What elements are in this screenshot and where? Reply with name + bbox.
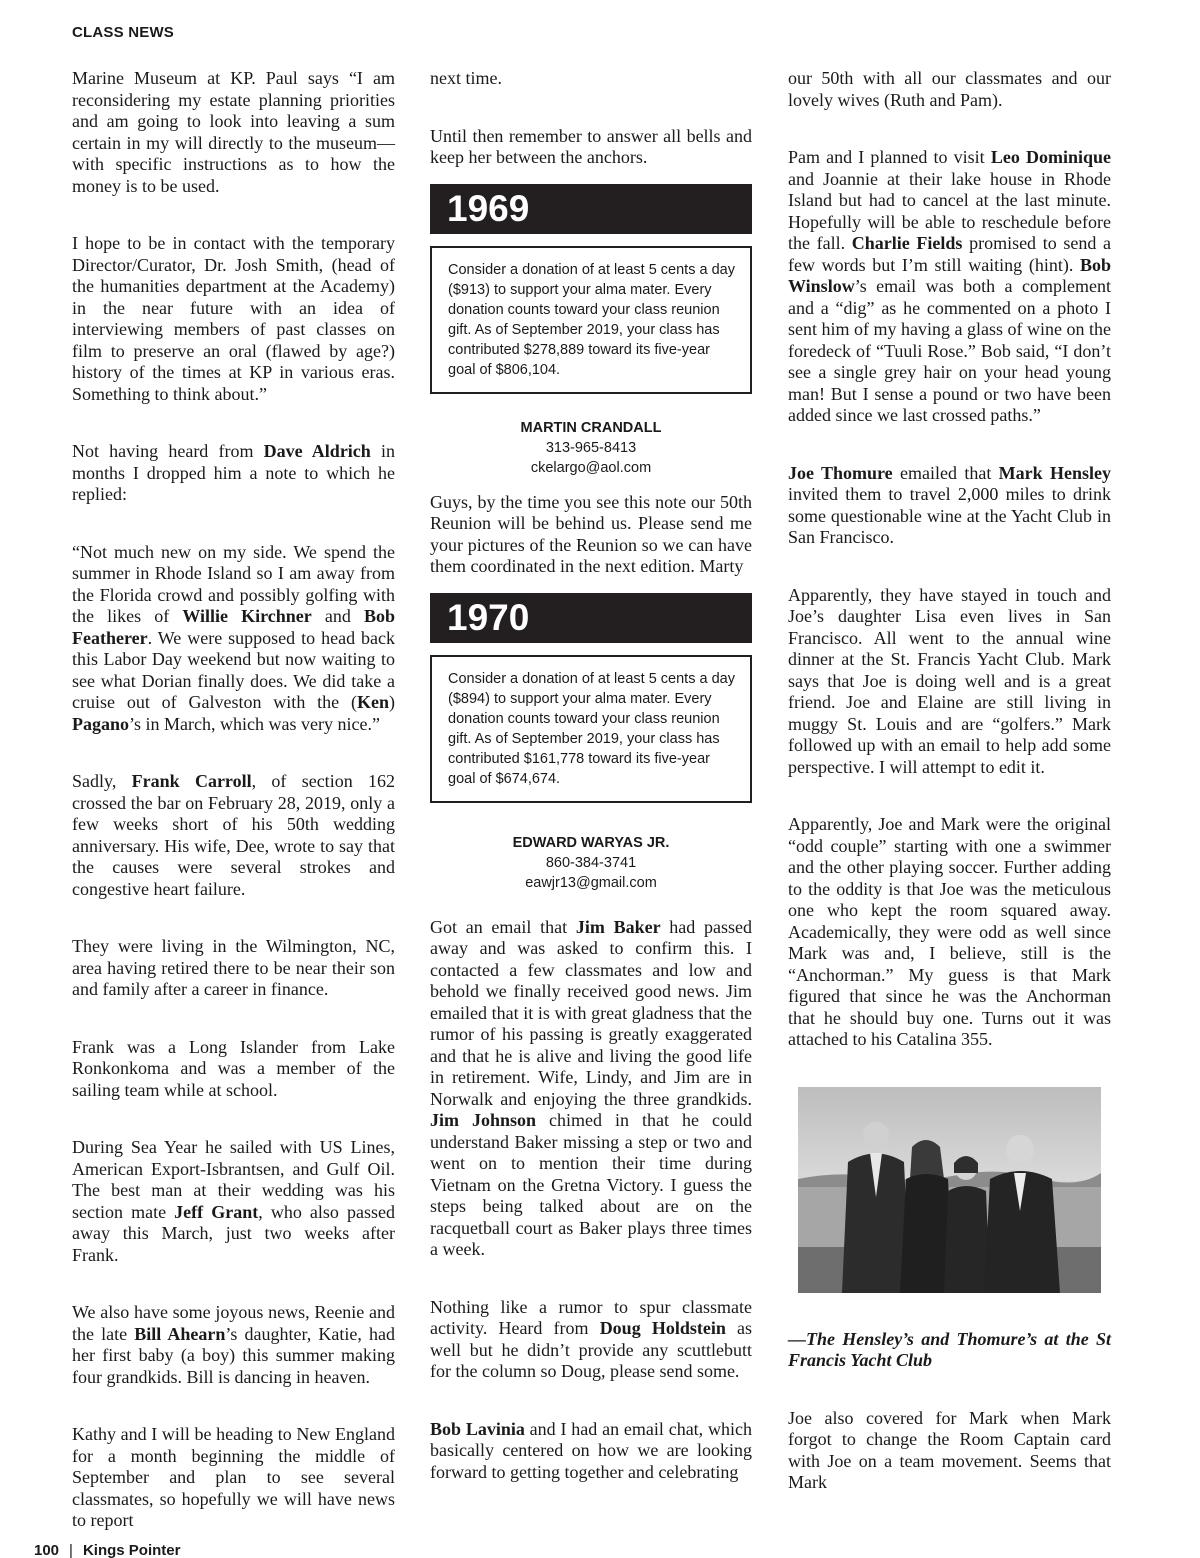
classmate-name: Ken <box>356 692 389 712</box>
class-correspondent-1969 <box>430 418 752 478</box>
classmate-name: Doug Holdstein <box>599 1318 726 1338</box>
paragraph: Pam and I planned to visit Leo Dominique and Joannie at their lake house in Rhode Island but had to cancel at the last minute. Hopefully will be able to reschedule before the fall. Charlie Fields promised to send a few words but I’m still waiting (hint). Bob Winslow’s email was both a complement and a “dig” as he commented on a photo I sent him of my having a glass of wine on the foredeck of “Tuuli Rose.” Bob said, “I don’t see a single grey hair on your head young man! But I sense a pound or two have been added since we last crossed paths.” <box>788 147 1111 425</box>
group-photo <box>798 1087 1101 1293</box>
paragraph: We also have some joyous news, Reenie and the late Bill Ahearn’s daughter, Katie, had her first baby (a boy) this summer making four grandkids. Bill is dancing in heaven. <box>72 1302 396 1387</box>
classmate-name: Charlie Fields <box>851 233 963 253</box>
paragraph: Nothing like a rumor to spur classmate activity. Heard from Doug Holdstein as well but he didn’t provide any scuttlebutt for the column so Doug, please send some. <box>430 1296 752 1381</box>
paragraph: Guys, by the time you see this note our 50th Reunion will be behind us. Please send me your pictures of the Reunion so we can have them coordinated in the next edition. Marty <box>430 491 752 576</box>
classmate-name: Pagano <box>72 713 130 734</box>
classmate-name: Jeff Grant <box>174 1201 259 1222</box>
paragraph: Not having heard from Dave Aldrich in months I dropped him a note to which he replied: <box>72 441 395 504</box>
paragraph: Until then remember to answer all bells and keep her between the anchors. <box>430 125 752 167</box>
paragraph: Joe also covered for Mark when Mark forgot to change the Room Captain card with Joe on a team movement. Seems that Mark <box>788 1407 1111 1492</box>
class-year-banner-1969: 1969 <box>430 184 752 234</box>
correspondent-email[interactable]: eawjr13@gmail.com <box>525 874 657 891</box>
classmate-name: Dave Aldrich <box>263 441 371 461</box>
photo-caption: —The Hensley’s and Thomure’s at the St Francis Yacht Club <box>788 1328 1111 1370</box>
paragraph: Frank was a Long Islander from Lake Ronkonkoma and was a member of the sailing team while at school. <box>72 1036 395 1100</box>
paragraph: Joe Thomure emailed that Mark Hensley invited them to travel 2,000 miles to drink some questionable wine at the Yacht Club in San Francisco. <box>788 462 1111 547</box>
classmate-name: Bob Winslow <box>788 254 1111 296</box>
paragraph: Apparently, Joe and Mark were the original “odd couple” starting with one a swimmer and the other playing soccer. Further adding to the oddity is that Joe was the meticulous one who kept the room squared away. Academically, they were odd as well since Mark was and, I believe, still is the “Anchorman.” My guess is that Mark figured that since he was the Anchorman that he should buy one. Turns out it was attached to his Catalina 355. <box>788 814 1111 1049</box>
paragraph: “Not much new on my side. We spend the summer in Rhode Island so I am away from the Florida crowd and possibly golfing with the likes of Willie Kirchner and Bob Featherer. We were supposed to head back this Labor Day weekend but now waiting to see what Dorian finally does. We did take a cruise out of Galveston with the (Ken) Pagano’s in March, which was very nice.” <box>72 541 395 734</box>
correspondent-name: EDWARD WARYAS JR. <box>512 834 670 851</box>
column-2 <box>430 68 752 1519</box>
page-number: 100 <box>34 1542 60 1558</box>
classmate-name: Frank Carroll <box>131 771 252 791</box>
class-year-banner-1970: 1970 <box>430 593 752 643</box>
paragraph: Bob Lavinia and I had an email chat, which basically centered on how we are looking forward to getting together and celebrating <box>430 1418 752 1482</box>
classmate-name: Leo Dominique <box>990 147 1111 167</box>
paragraph: Apparently, they have stayed in touch and Joe’s daughter Lisa even lives in San Francisco. All went to the annual wine dinner at the St. Francis Yacht Club. Mark says that Joe is doing well and is a great friend. Joe and Elaine are still living in muggy St. Louis and are “golfers.” Mark followed up with an email to help add some perspective. I will attempt to edit it. <box>788 584 1111 777</box>
classmate-name: Bill Ahearn <box>134 1323 226 1344</box>
classmate-name: Willie Kirchner <box>182 606 312 626</box>
correspondent-name: MARTIN CRANDALL <box>520 419 662 436</box>
correspondent-email[interactable]: ckelargo@aol.com <box>530 459 652 476</box>
paragraph: Sadly, Frank Carroll, of section 162 crossed the bar on February 28, 2019, only a few weeks short of his 50th wedding anniversary. His wife, Dee, wrote to say that the causes were several strokes and congestive heart failure. <box>72 771 395 899</box>
paragraph: They were living in the Wilmington, NC, area having retired there to be near their son and family after a career in finance. <box>72 936 395 999</box>
section-label: CLASS NEWS <box>72 24 175 41</box>
donation-box-1969: Consider a donation of at least 5 cents a day ($913) to support your alma mater. Every donation counts toward your class reunion gift. As of September 2019, your class has contributed $278,889 toward its five-year goal of $806,104. <box>430 246 752 394</box>
classmate-name: Jim Johnson <box>430 1110 537 1130</box>
column-3 <box>788 68 1111 1530</box>
paragraph: next time. <box>430 68 502 88</box>
paragraph: During Sea Year he sailed with US Lines, American Export-Isbrantsen, and Gulf Oil. The best man at their wedding was his section mate Jeff Grant, who also passed away this March, just two weeks after Frank. <box>72 1137 395 1265</box>
group-photo-image <box>798 1087 1101 1293</box>
footer-separator: | <box>69 1542 73 1558</box>
correspondent-phone: 313-965-8413 <box>545 439 637 456</box>
paragraph: Got an email that Jim Baker had passed away and was asked to confirm this. I contacted a few classmates and low and behold we finally received good news. Jim emailed that it is with great gladness that the rumor of his passing is greatly exaggerated and that he is alive and living the good life in retirement. Wife, Lindy, and Jim are in Norwalk and enjoying the three grandkids. Jim Johnson chimed in that he could understand Baker missing a step or two and went on to mention their time during Vietnam on the Gretna Victory. I guess the steps being talked about are on the racquetball court as Baker plays three times a week. <box>430 916 752 1259</box>
paragraph: Marine Museum at KP. Paul says “I am reconsidering my estate planning priorities and am going to look into leaving a sum certain in my will directly to the museum—with specific instructions as to how the money is to be used. <box>72 68 395 196</box>
classmate-name: Bob Lavinia <box>430 1418 525 1439</box>
page-footer <box>34 1542 180 1558</box>
classmate-name: Jim Baker <box>575 916 661 937</box>
publication-name: Kings Pointer <box>82 1542 181 1558</box>
classmate-name: Mark Hensley <box>998 462 1111 483</box>
paragraph: our 50th with all our classmates and our lovely wives (Ruth and Pam). <box>788 68 1111 110</box>
class-correspondent-1970 <box>430 833 752 893</box>
classmate-name: Bob Featherer <box>72 606 395 648</box>
paragraph: I hope to be in contact with the temporary Director/Curator, Dr. Josh Smith, (head of the humanities department at the Academy) in the near future with an idea of interviewing members of past classes on film to preserve an oral (flawed by age?) history of the times at KP in various eras. Something to think about.” <box>72 233 395 404</box>
paragraph: Kathy and I will be heading to New England for a month beginning the middle of September and plan to see several classmates, so hopefully we will have news to report <box>72 1424 395 1530</box>
donation-box-1970: Consider a donation of at least 5 cents a day ($894) to support your alma mater. Every donation counts toward your class reunion gift. As of September 2019, your class has contributed $161,778 toward its five-year goal of $674,674. <box>430 655 752 803</box>
correspondent-phone: 860-384-3741 <box>545 854 637 871</box>
column-1 <box>72 68 395 1558</box>
classmate-name: Joe Thomure <box>788 462 893 483</box>
